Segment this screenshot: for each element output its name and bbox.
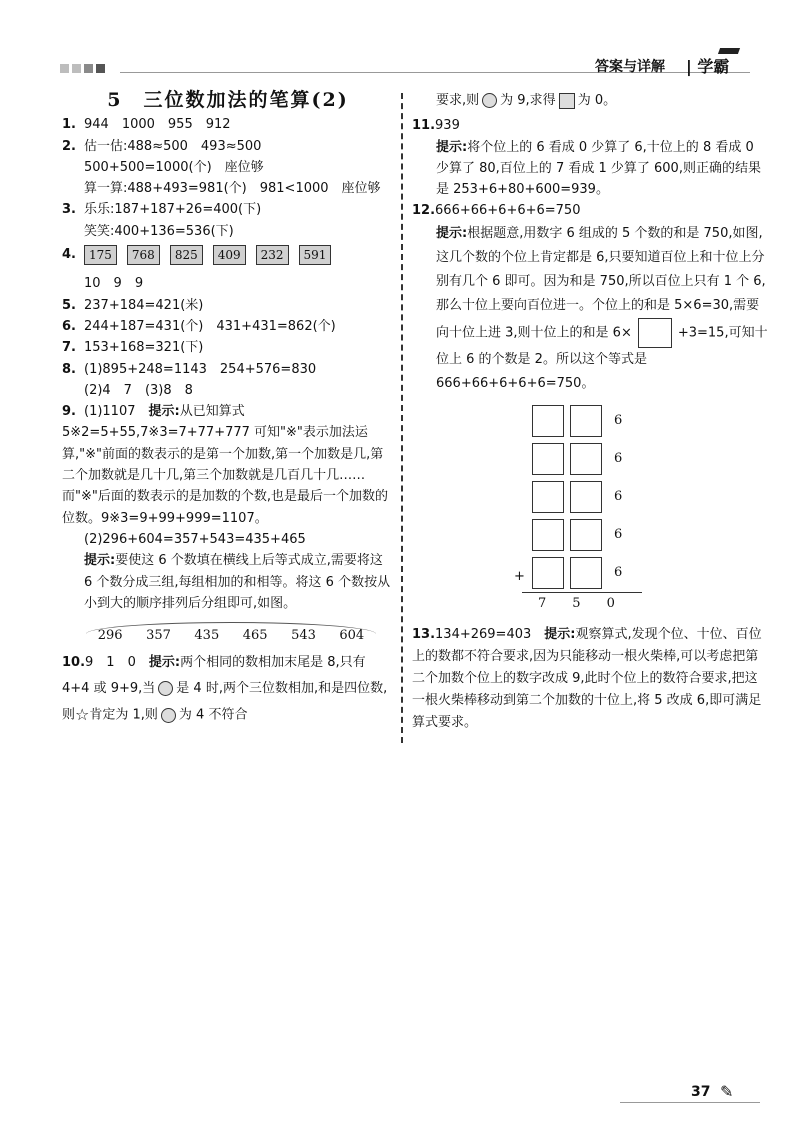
result-digit: 7 xyxy=(538,595,547,611)
number-box: 175 xyxy=(84,245,117,265)
q9-answer2: (2)296+604=357+543=435+465 xyxy=(84,531,306,547)
grid-digit: 6 xyxy=(614,527,623,543)
q5 xyxy=(62,295,394,316)
q7 xyxy=(62,337,394,358)
q12-hint-after: +3=15,可知十位上 6 的个数是 2。所以这个等式是 666+66+6+6+6=750。 xyxy=(436,325,768,391)
blank-box xyxy=(570,557,602,589)
q10-hint-part3: 肯定为 1,则 xyxy=(89,707,158,723)
q10-cont-part3: 为 0。 xyxy=(577,93,617,108)
header-brand xyxy=(686,54,729,77)
q3-line1: 乐乐:187+187+26=400(下) xyxy=(84,202,262,218)
number-box: 409 xyxy=(213,245,246,265)
hint-label: 提示: xyxy=(544,627,576,643)
q8-line1: (1)895+248=1143 254+576=830 xyxy=(84,361,317,377)
blank-box xyxy=(570,443,602,475)
blank-box xyxy=(532,557,564,589)
circle-icon xyxy=(158,681,173,696)
q6 xyxy=(62,316,394,337)
q12 xyxy=(412,200,768,614)
q10-number: 10. xyxy=(62,655,86,671)
header-title: 答案与详解 xyxy=(595,59,665,75)
number-box: 768 xyxy=(127,245,160,265)
blank-box xyxy=(570,519,602,551)
pairing-arcs xyxy=(86,622,376,646)
blank-box xyxy=(532,519,564,551)
brand-logo: 学霸 xyxy=(697,57,730,76)
q1-number: 1. xyxy=(62,117,76,133)
q10-continued xyxy=(412,90,768,111)
number-box: 232 xyxy=(256,245,289,265)
right-column xyxy=(412,90,768,734)
addition-grid xyxy=(514,402,672,614)
q12-hint: 根据题意,用数字 6 组成的 5 个数的和是 750,如图,这几个数的个位上肯定都是 6,只要知道百位上和十位上分别有几个 6 即可。因为和是 750,所以百位上只有 1 个 6,那么十位上要向百位进一。个位上的和是 5×6=30,需要向十位上进 3,则十位上的和是 6× xyxy=(436,225,766,341)
q13-number: 13. xyxy=(412,627,436,643)
star-icon: ☆ xyxy=(75,705,90,725)
blank-box xyxy=(638,318,672,348)
circle-icon xyxy=(482,93,497,108)
q12-answer: 666+66+6+6+6=750 xyxy=(435,203,581,219)
q10-cont-part2: 为 9,求得 xyxy=(500,93,556,108)
hint-label: 提示: xyxy=(148,655,181,671)
q10-hint-part4: 为 4 不符合 xyxy=(178,707,248,723)
section-title: 5 三位数加法的笔算(2) xyxy=(107,89,349,111)
q11-hint: 将个位上的 6 看成 0 少算了 6,十位上的 8 看成 0 少算了 80,百位上的 7 看成 1 少算了 600,则正确的结果是 253+6+80+600=939。 xyxy=(436,139,761,198)
q5-number: 5. xyxy=(62,297,76,313)
q10-hint-part2: 是 4 时,两个三位数相加,和是四位数,则 xyxy=(62,681,388,723)
grid-digit: 6 xyxy=(614,565,623,581)
q10-cont-part1: 要求,则 xyxy=(436,93,480,108)
q9-answer1: (1)1107 xyxy=(84,404,136,420)
q2 xyxy=(62,136,394,200)
q8-line2: (2)4 7 (3)8 8 xyxy=(84,382,193,398)
q5-answer: 237+184=421(米) xyxy=(84,297,204,313)
q6-number: 6. xyxy=(62,318,76,334)
q11 xyxy=(412,115,768,200)
q13 xyxy=(412,624,768,734)
q13-hint: 观察算式,发现个位、十位、百位上的数都不符合要求,因为只能移动一根火柴棒,可以考虑把第二个加数个位上的数字改成 9,此时个位上的数符合要求,把这一根火柴棒移动到第二个加数的十位上,将 5 改成 6,即可满足算式要求。 xyxy=(412,627,762,731)
result-digit: 0 xyxy=(606,595,615,611)
grid-digit: 6 xyxy=(614,489,623,505)
blank-box xyxy=(570,481,602,513)
blank-box xyxy=(532,481,564,513)
circle-icon xyxy=(161,708,176,723)
grid-result xyxy=(538,593,672,614)
q2-line3: 算一算:488+493=981(个) 981<1000 座位够 xyxy=(84,181,381,197)
arc-number: 543 xyxy=(291,628,316,644)
q11-answer: 939 xyxy=(435,118,460,134)
q7-number: 7. xyxy=(62,340,76,356)
q10 xyxy=(62,650,394,729)
blank-box xyxy=(532,405,564,437)
q2-number: 2. xyxy=(62,138,76,154)
q8-number: 8. xyxy=(62,361,76,377)
q4 xyxy=(62,244,394,295)
q9-hint1: 从已知算式 5※2=5+55,7※3=7+77+777 可知"※"表示加法运算,"※"前面的数表示的是第一个加数,第一个加数是几,第二个加数就是几十几,第三个加数就是几百几十几……而"※"后面的数表示的是加数的个数,也是最后一个加数的位数。9※3=9+99+999=1107。 xyxy=(62,404,388,526)
graduation-cap-icon xyxy=(718,48,740,54)
arc-number: 296 xyxy=(97,628,123,644)
arc-number: 357 xyxy=(146,628,171,644)
number-box: 591 xyxy=(299,245,332,265)
q2-line1: 估一估:488≈500 493≈500 xyxy=(84,138,262,154)
q1-answer: 944 1000 955 912 xyxy=(84,117,231,133)
blank-box xyxy=(570,405,602,437)
q8 xyxy=(62,359,394,402)
q3 xyxy=(62,199,394,242)
header-decoration xyxy=(60,64,105,73)
hint-label: 提示: xyxy=(84,553,116,569)
q4-number: 4. xyxy=(62,247,76,263)
q9 xyxy=(62,401,394,646)
q12-number: 12. xyxy=(412,203,436,219)
page-number: 37 xyxy=(691,1084,711,1100)
hint-label: 提示: xyxy=(148,404,180,420)
q11-number: 11. xyxy=(412,118,436,134)
grid-digit: 6 xyxy=(614,451,623,467)
column-divider xyxy=(401,93,403,743)
q3-line2: 笑笑:400+136=536(下) xyxy=(84,223,234,239)
number-box: 825 xyxy=(170,245,203,265)
header-separator: | xyxy=(686,57,692,76)
arc-number: 435 xyxy=(194,628,220,644)
q6-answer: 244+187=431(个) 431+431=862(个) xyxy=(84,318,336,334)
q10-answer: 9 1 0 xyxy=(85,655,136,671)
q4-answer: 10 9 9 xyxy=(84,276,144,292)
q9-number: 9. xyxy=(62,404,76,420)
q10-hint-part1: 两个相同的数相加末尾是 8,只有 4+4 或 9+9,当 xyxy=(62,655,366,697)
result-digit: 5 xyxy=(572,595,581,611)
q2-line2: 500+500=1000(个) 座位够 xyxy=(84,159,264,175)
footer-rule xyxy=(620,1102,760,1103)
hint-label: 提示: xyxy=(436,225,468,241)
pencil-icon: ✎ xyxy=(720,1082,734,1101)
q13-answer: 134+269=403 xyxy=(435,627,532,643)
q3-number: 3. xyxy=(62,202,76,218)
arc-number: 604 xyxy=(339,628,365,644)
q1 xyxy=(62,114,394,135)
plus-sign: + xyxy=(514,568,525,584)
arc-number: 465 xyxy=(242,628,268,644)
square-icon xyxy=(559,93,575,109)
q9-hint2: 要使这 6 个数填在横线上后等式成立,需要将这 6 个数分成三组,每组相加的和相等。将这 6 个数按从小到大的顺序排列后分组即可,如图。 xyxy=(84,553,391,611)
q7-answer: 153+168=321(下) xyxy=(84,340,204,356)
hint-label: 提示: xyxy=(436,139,468,155)
blank-box xyxy=(532,443,564,475)
grid-digit: 6 xyxy=(614,413,623,429)
left-column xyxy=(62,90,394,729)
